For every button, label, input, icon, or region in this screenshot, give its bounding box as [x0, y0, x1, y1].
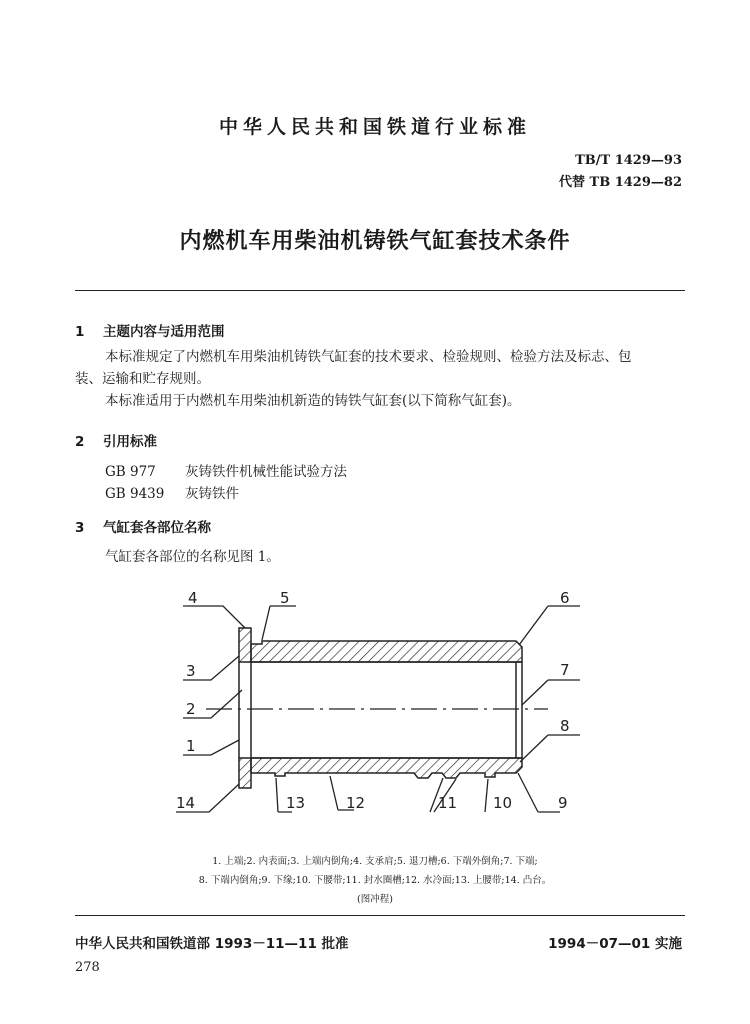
- section-number: 1: [75, 324, 85, 340]
- reference-code: GB 9439: [105, 486, 165, 502]
- reference-code: GB 977: [105, 464, 156, 480]
- replaces-standard: 代替 TB 1429—82: [559, 175, 682, 190]
- section-3-para: 气缸套各部位的名称见图 1。: [105, 549, 280, 565]
- part-label-11: 11: [438, 794, 458, 812]
- part-label-2: 2: [186, 700, 196, 718]
- effective-date: 1994－07—01 实施: [548, 936, 682, 952]
- page-number: 278: [75, 960, 100, 975]
- part-label-8: 8: [560, 717, 570, 735]
- approval-line: 中华人民共和国铁道部 1993－11—11 批准: [75, 936, 349, 952]
- standard-number: TB/T 1429—93: [575, 153, 682, 168]
- section-1-para-2: 本标准适用于内燃机车用柴油机新造的铸铁气缸套(以下简称气缸套)。: [105, 393, 521, 409]
- section-title: 主题内容与适用范围: [103, 324, 225, 340]
- part-label-7: 7: [560, 661, 570, 679]
- lower-wall: [251, 758, 522, 778]
- footer-rule: [75, 915, 685, 916]
- section-1-para-1-line-1: 本标准规定了内燃机车用柴油机铸铁气缸套的技术要求、检验规则、检验方法及标志、包: [105, 349, 632, 365]
- flange: [239, 628, 251, 788]
- part-label-10: 10: [493, 794, 513, 812]
- reference-name: 灰铸铁件: [185, 486, 239, 502]
- document-title: 内燃机车用柴油机铸铁气缸套技术条件: [179, 229, 571, 254]
- part-label-3: 3: [186, 662, 196, 680]
- figure-caption-line-3: (图冲程): [357, 894, 393, 905]
- part-label-13: 13: [286, 794, 306, 812]
- part-label-4: 4: [188, 589, 198, 607]
- part-label-1: 1: [186, 737, 196, 755]
- section-number: 3: [75, 520, 85, 536]
- section-title: 气缸套各部位名称: [103, 520, 211, 536]
- figure-caption-line-2: 8. 下端内倒角;9. 下缘;10. 下腰带;11. 封水圈槽;12. 水冷面;13. 上腰带;14. 凸台。: [198, 875, 552, 886]
- figure-caption-line-1: 1. 上端;2. 内表面;3. 上端内倒角;4. 支承肩;5. 退刀槽;6. 下端外倒角;7. 下端;: [212, 856, 538, 867]
- part-label-12: 12: [346, 794, 366, 812]
- upper-wall: [251, 641, 522, 662]
- part-label-9: 9: [558, 794, 568, 812]
- section-title: 引用标准: [103, 434, 157, 450]
- section-number: 2: [75, 434, 85, 450]
- reference-name: 灰铸铁件机械性能试验方法: [185, 464, 347, 480]
- section-1-para-1-line-2: 装、运输和贮存规则。: [75, 371, 210, 387]
- part-label-14: 14: [176, 794, 196, 812]
- bore-outline: [239, 662, 522, 758]
- part-label-5: 5: [280, 589, 290, 607]
- part-label-6: 6: [560, 589, 570, 607]
- issuer-title: 中华人民共和国铁道行业标准: [218, 116, 531, 138]
